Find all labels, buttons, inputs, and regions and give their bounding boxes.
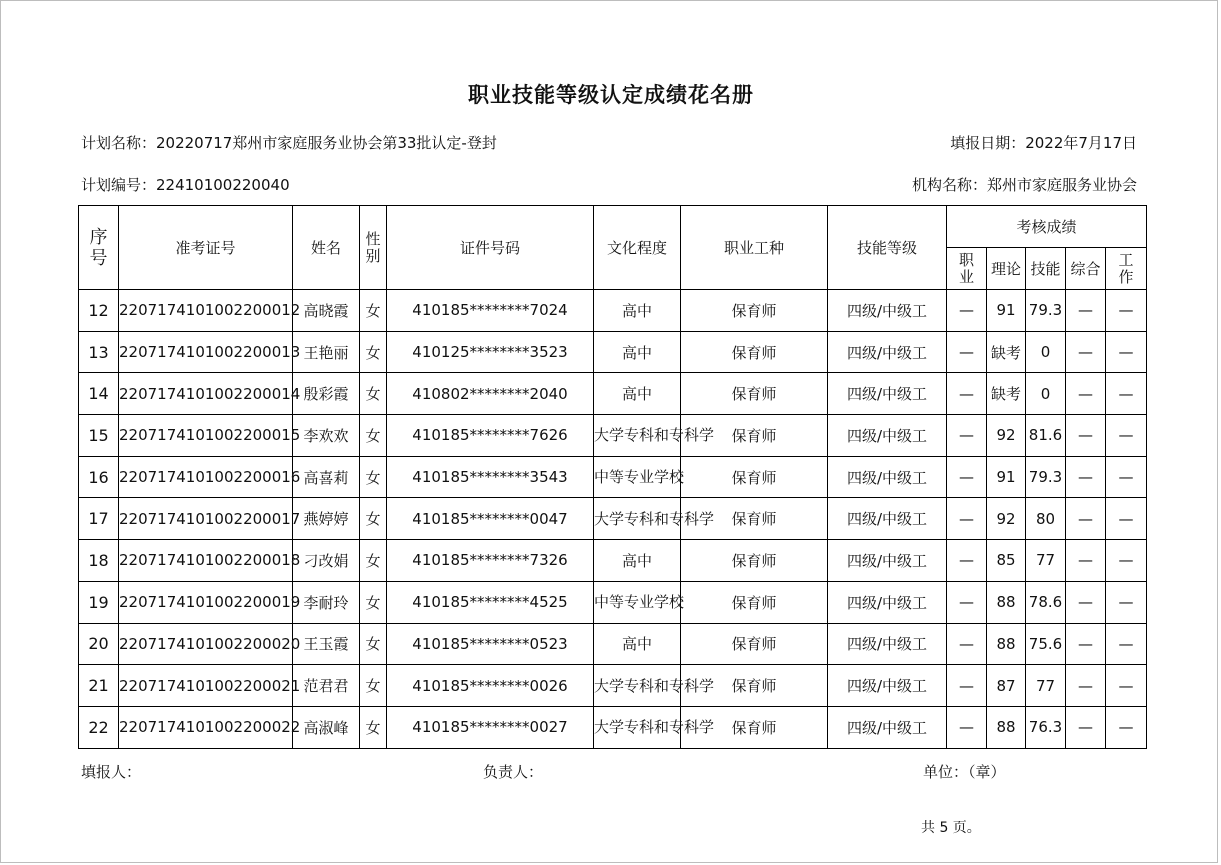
cell-occupation: 保育师	[681, 415, 828, 457]
cell-score-theory: 87	[987, 665, 1026, 707]
cell-score-skill: 75.6	[1026, 623, 1066, 665]
header-id-no: 证件号码	[387, 206, 594, 290]
cell-score-skill: 79.3	[1026, 456, 1066, 498]
score-roster-table	[78, 205, 1147, 749]
cell-score-comprehensive: —	[1066, 290, 1106, 332]
cell-name: 燕婷婷	[293, 498, 360, 540]
cell-exam-no: 2207174101002200019	[119, 581, 293, 623]
cell-occupation: 保育师	[681, 331, 828, 373]
cell-score-work: —	[1106, 540, 1147, 582]
table-row	[79, 540, 1147, 582]
cell-seq: 14	[79, 373, 119, 415]
cell-skill-level: 四级/中级工	[828, 706, 947, 748]
table-row	[79, 373, 1147, 415]
cell-exam-no: 2207174101002200015	[119, 415, 293, 457]
page-count: 共 5 页。	[921, 820, 981, 836]
plan-number: 计划编号：22410100220040	[81, 176, 290, 194]
cell-education: 中等专业学校	[594, 456, 681, 498]
cell-score-vocational: —	[947, 540, 987, 582]
cell-seq: 19	[79, 581, 119, 623]
cell-score-vocational: —	[947, 581, 987, 623]
cell-education: 高中	[594, 623, 681, 665]
cell-name: 高晓霞	[293, 290, 360, 332]
cell-score-work: —	[1106, 373, 1147, 415]
cell-score-skill: 80	[1026, 498, 1066, 540]
footer-filler: 填报人：	[81, 763, 142, 781]
cell-occupation: 保育师	[681, 540, 828, 582]
cell-score-vocational: —	[947, 415, 987, 457]
header-seq: 序 号	[79, 206, 119, 290]
cell-occupation: 保育师	[681, 581, 828, 623]
header-skill-level: 技能等级	[828, 206, 947, 290]
cell-id-no: 410185********0026	[387, 665, 594, 707]
cell-score-comprehensive: —	[1066, 665, 1106, 707]
cell-name: 高喜莉	[293, 456, 360, 498]
table-row	[79, 706, 1147, 748]
cell-occupation: 保育师	[681, 706, 828, 748]
cell-education: 大学专科和专科学	[594, 498, 681, 540]
cell-score-skill: 76.3	[1026, 706, 1066, 748]
cell-exam-no: 2207174101002200020	[119, 623, 293, 665]
cell-occupation: 保育师	[681, 498, 828, 540]
table-row	[79, 498, 1147, 540]
cell-name: 李耐玲	[293, 581, 360, 623]
cell-exam-no: 2207174101002200013	[119, 331, 293, 373]
cell-score-comprehensive: —	[1066, 331, 1106, 373]
cell-skill-level: 四级/中级工	[828, 540, 947, 582]
table-row	[79, 290, 1147, 332]
header-sub-comprehensive: 综合	[1066, 248, 1106, 290]
cell-id-no: 410185********3543	[387, 456, 594, 498]
cell-id-no: 410125********3523	[387, 331, 594, 373]
cell-seq: 17	[79, 498, 119, 540]
cell-education: 大学专科和专科学	[594, 665, 681, 707]
cell-score-work: —	[1106, 331, 1147, 373]
cell-seq: 22	[79, 706, 119, 748]
cell-score-theory: 92	[987, 415, 1026, 457]
cell-exam-no: 2207174101002200014	[119, 373, 293, 415]
cell-seq: 15	[79, 415, 119, 457]
cell-seq: 13	[79, 331, 119, 373]
header-name: 姓名	[293, 206, 360, 290]
cell-gender: 女	[360, 665, 387, 707]
header-education: 文化程度	[594, 206, 681, 290]
header-sub-skill: 技能	[1026, 248, 1066, 290]
cell-score-skill: 0	[1026, 373, 1066, 415]
cell-score-vocational: —	[947, 456, 987, 498]
cell-id-no: 410185********0523	[387, 623, 594, 665]
cell-id-no: 410185********4525	[387, 581, 594, 623]
cell-exam-no: 2207174101002200012	[119, 290, 293, 332]
footer-responsible: 负责人：	[483, 763, 544, 781]
header-occupation: 职业工种	[681, 206, 828, 290]
cell-score-comprehensive: —	[1066, 373, 1106, 415]
cell-score-work: —	[1106, 498, 1147, 540]
cell-score-theory: 88	[987, 706, 1026, 748]
table-row	[79, 581, 1147, 623]
cell-gender: 女	[360, 706, 387, 748]
cell-id-no: 410185********0027	[387, 706, 594, 748]
cell-name: 殷彩霞	[293, 373, 360, 415]
cell-occupation: 保育师	[681, 623, 828, 665]
cell-name: 李欢欢	[293, 415, 360, 457]
cell-education: 高中	[594, 540, 681, 582]
cell-score-comprehensive: —	[1066, 540, 1106, 582]
cell-education: 大学专科和专科学	[594, 415, 681, 457]
table-row	[79, 456, 1147, 498]
cell-score-work: —	[1106, 665, 1147, 707]
header-scores: 考核成绩	[947, 206, 1147, 248]
org-name: 机构名称：郑州市家庭服务业协会	[911, 176, 1137, 194]
cell-score-comprehensive: —	[1066, 498, 1106, 540]
cell-score-comprehensive: —	[1066, 415, 1106, 457]
cell-score-vocational: —	[947, 290, 987, 332]
cell-id-no: 410185********0047	[387, 498, 594, 540]
cell-score-skill: 77	[1026, 540, 1066, 582]
cell-score-work: —	[1106, 623, 1147, 665]
cell-occupation: 保育师	[681, 665, 828, 707]
cell-name: 范君君	[293, 665, 360, 707]
cell-skill-level: 四级/中级工	[828, 498, 947, 540]
cell-exam-no: 2207174101002200022	[119, 706, 293, 748]
cell-gender: 女	[360, 540, 387, 582]
header-sub-theory: 理论	[987, 248, 1026, 290]
footer-unit: 单位：（章）	[923, 763, 1006, 781]
header-sub-work: 工 作	[1106, 248, 1147, 290]
cell-score-vocational: —	[947, 373, 987, 415]
cell-gender: 女	[360, 415, 387, 457]
cell-score-comprehensive: —	[1066, 456, 1106, 498]
cell-skill-level: 四级/中级工	[828, 373, 947, 415]
cell-education: 高中	[594, 373, 681, 415]
cell-score-skill: 77	[1026, 665, 1066, 707]
cell-exam-no: 2207174101002200016	[119, 456, 293, 498]
cell-score-vocational: —	[947, 498, 987, 540]
cell-gender: 女	[360, 623, 387, 665]
cell-skill-level: 四级/中级工	[828, 456, 947, 498]
header-sub-vocational: 职 业	[947, 248, 987, 290]
cell-score-work: —	[1106, 581, 1147, 623]
cell-seq: 21	[79, 665, 119, 707]
page-title: 职业技能等级认定成绩花名册	[468, 83, 754, 107]
cell-skill-level: 四级/中级工	[828, 290, 947, 332]
cell-seq: 12	[79, 290, 119, 332]
cell-score-work: —	[1106, 290, 1147, 332]
cell-name: 王艳丽	[293, 331, 360, 373]
cell-exam-no: 2207174101002200017	[119, 498, 293, 540]
cell-score-skill: 81.6	[1026, 415, 1066, 457]
cell-score-vocational: —	[947, 331, 987, 373]
cell-score-skill: 0	[1026, 331, 1066, 373]
cell-occupation: 保育师	[681, 290, 828, 332]
cell-skill-level: 四级/中级工	[828, 331, 947, 373]
plan-name: 计划名称：20220717郑州市家庭服务业协会第33批认定-登封	[81, 134, 497, 152]
cell-skill-level: 四级/中级工	[828, 623, 947, 665]
table-row	[79, 331, 1147, 373]
cell-score-vocational: —	[947, 623, 987, 665]
cell-gender: 女	[360, 498, 387, 540]
cell-score-comprehensive: —	[1066, 706, 1106, 748]
cell-score-comprehensive: —	[1066, 623, 1106, 665]
cell-skill-level: 四级/中级工	[828, 415, 947, 457]
cell-score-theory: 缺考	[987, 373, 1026, 415]
table-row	[79, 623, 1147, 665]
cell-score-theory: 91	[987, 290, 1026, 332]
cell-education: 高中	[594, 290, 681, 332]
cell-score-theory: 88	[987, 581, 1026, 623]
cell-score-skill: 79.3	[1026, 290, 1066, 332]
cell-gender: 女	[360, 373, 387, 415]
cell-gender: 女	[360, 456, 387, 498]
cell-score-work: —	[1106, 456, 1147, 498]
cell-score-theory: 88	[987, 623, 1026, 665]
cell-id-no: 410185********7024	[387, 290, 594, 332]
cell-exam-no: 2207174101002200018	[119, 540, 293, 582]
cell-seq: 16	[79, 456, 119, 498]
table-row	[79, 665, 1147, 707]
cell-exam-no: 2207174101002200021	[119, 665, 293, 707]
cell-score-theory: 91	[987, 456, 1026, 498]
cell-skill-level: 四级/中级工	[828, 665, 947, 707]
cell-education: 中等专业学校	[594, 581, 681, 623]
cell-occupation: 保育师	[681, 373, 828, 415]
cell-score-work: —	[1106, 415, 1147, 457]
cell-id-no: 410185********7626	[387, 415, 594, 457]
cell-gender: 女	[360, 581, 387, 623]
cell-score-theory: 85	[987, 540, 1026, 582]
cell-score-vocational: —	[947, 665, 987, 707]
cell-education: 高中	[594, 331, 681, 373]
cell-score-work: —	[1106, 706, 1147, 748]
cell-gender: 女	[360, 331, 387, 373]
header-gender: 性 别	[360, 206, 387, 290]
fill-date: 填报日期：2022年7月17日	[950, 134, 1137, 152]
cell-skill-level: 四级/中级工	[828, 581, 947, 623]
cell-score-comprehensive: —	[1066, 581, 1106, 623]
cell-score-theory: 92	[987, 498, 1026, 540]
cell-seq: 18	[79, 540, 119, 582]
cell-score-skill: 78.6	[1026, 581, 1066, 623]
table-row	[79, 415, 1147, 457]
cell-score-theory: 缺考	[987, 331, 1026, 373]
roster-body	[79, 290, 1147, 749]
cell-seq: 20	[79, 623, 119, 665]
cell-name: 王玉霞	[293, 623, 360, 665]
cell-name: 高淑峰	[293, 706, 360, 748]
cell-education: 大学专科和专科学	[594, 706, 681, 748]
cell-occupation: 保育师	[681, 456, 828, 498]
cell-id-no: 410802********2040	[387, 373, 594, 415]
header-exam-no: 准考证号	[119, 206, 293, 290]
cell-id-no: 410185********7326	[387, 540, 594, 582]
cell-score-vocational: —	[947, 706, 987, 748]
cell-name: 刁改娟	[293, 540, 360, 582]
cell-gender: 女	[360, 290, 387, 332]
